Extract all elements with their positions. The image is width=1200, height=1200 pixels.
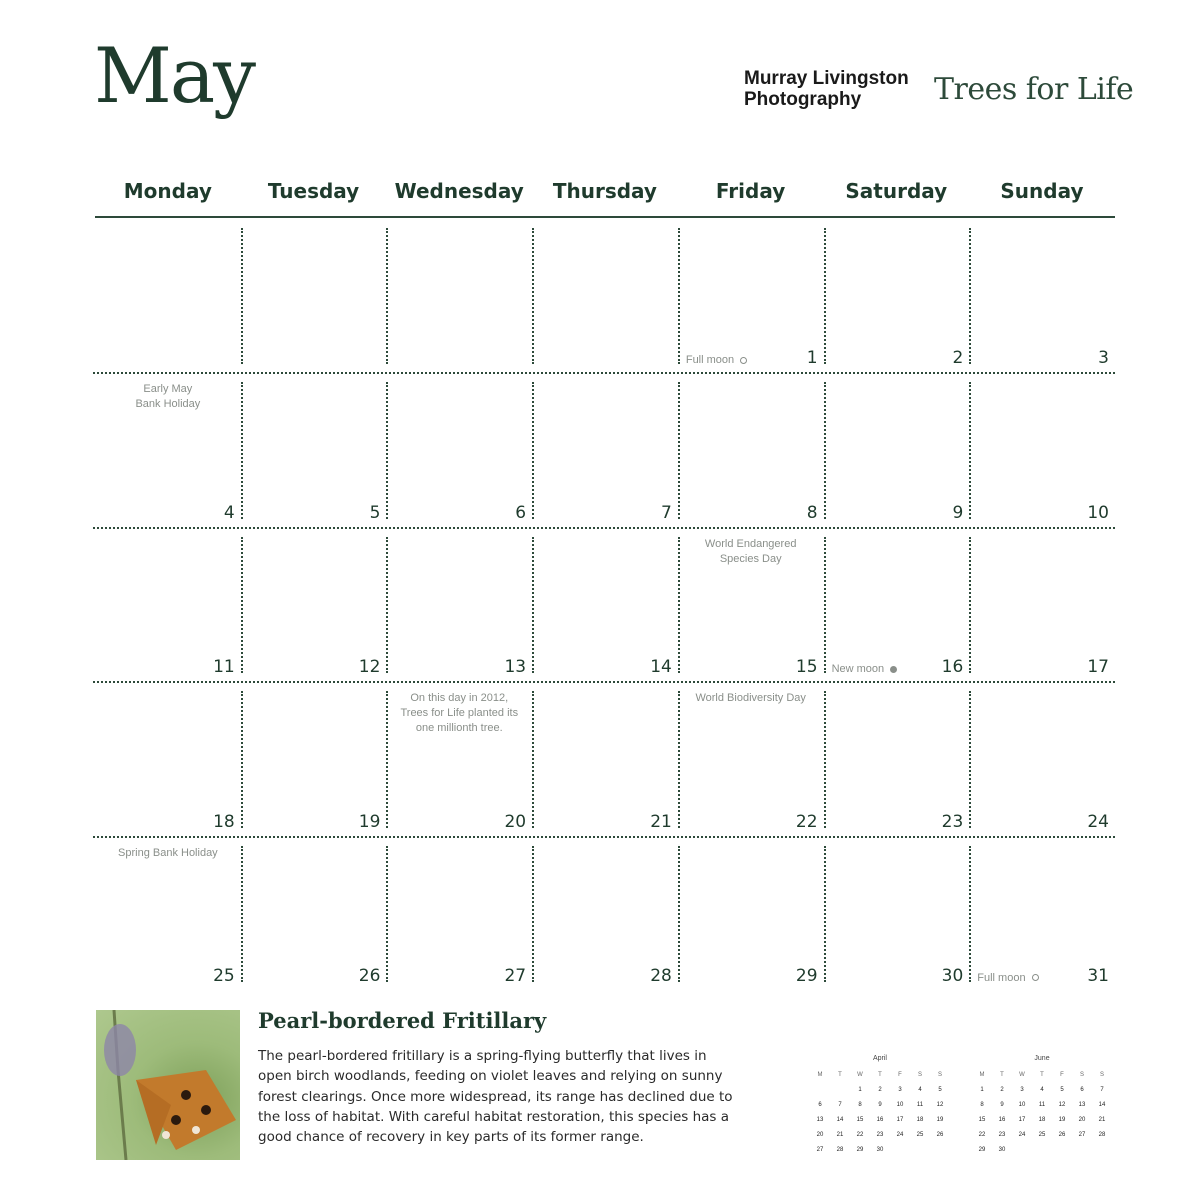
mini-day [1012, 1147, 1032, 1162]
mini-day: 1 [858, 1087, 862, 1093]
day-cell[interactable] [532, 681, 678, 835]
mini-day: 29 [978, 1147, 986, 1153]
day-number: 20 [504, 811, 527, 832]
day-number: 26 [358, 965, 381, 986]
moon-phase-label: Full moon [977, 971, 1026, 984]
butterfly-photo [96, 1010, 240, 1160]
moon-phase [977, 972, 1038, 984]
mini-day: 7 [838, 1102, 842, 1108]
mini-day: 1 [980, 1087, 984, 1093]
mini-day [1052, 1147, 1072, 1162]
day-cell[interactable] [678, 372, 824, 526]
day-cell[interactable] [824, 527, 970, 681]
mini-day [1072, 1147, 1092, 1162]
mini-weekday: F [898, 1072, 902, 1078]
day-cell[interactable] [678, 836, 824, 990]
event-label: World Biodiversity Day [695, 692, 806, 705]
day-number: 18 [213, 811, 235, 832]
mini-day: 17 [1018, 1117, 1026, 1123]
day-number: 31 [1087, 965, 1109, 986]
day-cell[interactable] [969, 372, 1115, 526]
day-number: 19 [358, 811, 381, 832]
mini-weekday: T [878, 1072, 882, 1078]
mini-day [1092, 1147, 1112, 1162]
day-cell[interactable] [241, 681, 387, 835]
mini-day: 26 [1058, 1132, 1066, 1138]
mini-calendar-week [810, 1102, 950, 1117]
weekday-header [95, 172, 1115, 218]
day-cell[interactable] [241, 836, 387, 990]
day-cell[interactable] [241, 527, 387, 681]
day-number: 17 [1087, 657, 1109, 678]
mini-weekday: T [1000, 1072, 1004, 1078]
day-number: 12 [358, 657, 381, 678]
mini-day: 18 [916, 1117, 924, 1123]
day-cell[interactable] [678, 681, 824, 835]
mini-weekday: T [838, 1072, 842, 1078]
mini-day: 16 [998, 1117, 1006, 1123]
day-number: 7 [661, 502, 672, 523]
day-cell[interactable] [95, 681, 241, 835]
event-label: World Endangered Species Day [704, 537, 797, 565]
mini-day: 25 [916, 1132, 924, 1138]
event-label: Spring Bank Holiday [118, 846, 218, 859]
mini-day: 23 [876, 1132, 884, 1138]
mini-day: 24 [1018, 1132, 1026, 1138]
day-number: 27 [504, 965, 527, 986]
mini-day: 3 [1020, 1087, 1024, 1093]
weekday-monday: Monday [123, 179, 212, 203]
mini-day [910, 1147, 930, 1162]
mini-day: 26 [936, 1132, 944, 1138]
mini-day [930, 1147, 950, 1162]
day-cell[interactable] [824, 218, 970, 372]
mini-weekday: F [1060, 1072, 1064, 1078]
mini-day [890, 1147, 910, 1162]
event-label: Early May Bank Holiday [135, 383, 201, 411]
mini-day: 11 [916, 1102, 924, 1108]
day-cell[interactable] [386, 836, 532, 990]
mini-day: 9 [878, 1102, 882, 1108]
mini-day: 23 [998, 1132, 1006, 1138]
mini-calendar-week [810, 1132, 950, 1147]
day-cell[interactable] [386, 372, 532, 526]
mini-weekday: T [1040, 1072, 1044, 1078]
mini-day: 25 [1038, 1132, 1046, 1138]
mini-calendar-week [810, 1117, 950, 1132]
day-number: 11 [213, 657, 235, 678]
day-number: 13 [504, 657, 527, 678]
day-number: 14 [650, 657, 672, 678]
mini-day: 10 [1018, 1102, 1026, 1108]
mini-day: 11 [1038, 1102, 1046, 1108]
mini-day: 4 [918, 1087, 922, 1093]
day-number: 23 [941, 811, 964, 832]
day-cell[interactable] [824, 836, 970, 990]
mini-day: 15 [978, 1117, 986, 1123]
day-cell[interactable] [241, 372, 387, 526]
weekday-tuesday: Tuesday [267, 179, 360, 203]
day-number: 16 [941, 657, 964, 678]
day-number: 21 [650, 811, 672, 832]
mini-day: 22 [856, 1132, 864, 1138]
mini-day: 28 [1098, 1132, 1106, 1138]
mini-day: 19 [936, 1117, 944, 1123]
mini-day: 12 [936, 1102, 944, 1108]
mini-calendar-title: June [1034, 1055, 1050, 1062]
day-number: 10 [1087, 502, 1109, 523]
mini-weekday: W [1019, 1072, 1025, 1078]
mini-day: 10 [896, 1102, 904, 1108]
day-cell[interactable] [824, 372, 970, 526]
mini-day: 8 [980, 1102, 984, 1108]
mini-weekday: M [979, 1072, 985, 1078]
weekday-saturday: Saturday [845, 179, 948, 203]
mini-calendar-week [972, 1087, 1112, 1102]
mini-day: 13 [816, 1117, 824, 1123]
mini-day: 14 [836, 1117, 844, 1123]
day-number: 2 [952, 348, 964, 369]
moon-phase [832, 663, 898, 675]
photo-credit: Murray Livingston Photography [744, 68, 909, 110]
day-number: 9 [952, 502, 964, 523]
day-number: 5 [369, 502, 381, 523]
weekday-wednesday: Wednesday [394, 179, 524, 203]
day-cell[interactable] [969, 527, 1115, 681]
mini-day: 30 [876, 1147, 884, 1153]
day-number: 28 [650, 965, 672, 986]
day-cell[interactable] [95, 372, 241, 526]
brand-logo: Trees for Life [934, 72, 1134, 107]
day-cell[interactable] [95, 836, 241, 990]
mini-calendar-weekdays [972, 1072, 1112, 1087]
mini-day: 21 [836, 1132, 844, 1138]
mini-day: 12 [1058, 1102, 1066, 1108]
mini-weekday: S [937, 1072, 942, 1078]
mini-calendar-week [972, 1117, 1112, 1132]
day-number: 24 [1087, 811, 1109, 832]
mini-day: 30 [998, 1147, 1006, 1153]
mini-day: 2 [1000, 1087, 1004, 1093]
day-cell[interactable] [532, 218, 678, 372]
day-cell[interactable] [386, 218, 532, 372]
day-number: 22 [795, 811, 818, 832]
day-number: 30 [941, 965, 964, 986]
mini-day: 19 [1058, 1117, 1066, 1123]
month-title: May [94, 31, 255, 120]
day-cell[interactable] [95, 218, 241, 372]
mini-day: 14 [1098, 1102, 1106, 1108]
day-cell[interactable] [969, 218, 1115, 372]
mini-calendar-week [972, 1147, 1112, 1162]
day-cell[interactable] [386, 681, 532, 835]
full-moon-icon [1032, 974, 1039, 981]
mini-day: 20 [1078, 1117, 1086, 1123]
day-cell[interactable] [969, 681, 1115, 835]
day-cell[interactable] [386, 527, 532, 681]
mini-day: 13 [1078, 1102, 1086, 1108]
mini-calendar-title: April [872, 1055, 887, 1062]
mini-day [810, 1087, 830, 1102]
full-moon-icon [740, 357, 747, 364]
mini-day: 18 [1038, 1117, 1046, 1123]
mini-day: 27 [1078, 1132, 1086, 1138]
mini-day [830, 1087, 850, 1102]
weekday-thursday: Thursday [552, 179, 657, 203]
mini-day: 29 [856, 1147, 864, 1153]
mini-day: 8 [858, 1102, 862, 1108]
mini-day: 27 [816, 1147, 824, 1153]
mini-day: 6 [818, 1102, 822, 1108]
mini-calendar-weekdays [810, 1072, 950, 1087]
event-label: On this day in 2012, Trees for Life planted its one millionth tree. [400, 692, 519, 735]
mini-day: 22 [978, 1132, 986, 1138]
weekday-friday: Friday [715, 179, 786, 203]
mini-day: 24 [896, 1132, 904, 1138]
mini-day: 3 [898, 1087, 902, 1093]
day-cell[interactable] [95, 527, 241, 681]
day-cell[interactable] [532, 372, 678, 526]
mini-day: 5 [938, 1087, 942, 1093]
day-number: 1 [806, 348, 818, 369]
day-number: 6 [515, 502, 527, 523]
mini-day [1032, 1147, 1052, 1162]
day-cell[interactable] [241, 218, 387, 372]
day-number: 3 [1098, 348, 1109, 369]
mini-day: 16 [876, 1117, 884, 1123]
day-cell[interactable] [969, 836, 1115, 990]
mini-day: 28 [836, 1147, 844, 1153]
day-cell[interactable] [678, 527, 824, 681]
mini-day: 5 [1060, 1087, 1064, 1093]
day-number: 15 [795, 657, 818, 678]
day-number: 29 [795, 965, 818, 986]
mini-weekday: S [1099, 1072, 1104, 1078]
mini-calendar-week [810, 1147, 950, 1162]
mini-day: 4 [1040, 1087, 1044, 1093]
moon-phase [686, 354, 747, 366]
new-moon-icon [890, 666, 897, 673]
day-cell[interactable] [824, 681, 970, 835]
feature-title: Pearl-bordered Fritillary [258, 1008, 547, 1033]
mini-weekday: M [817, 1072, 823, 1078]
feature-description: The pearl-bordered fritillary is a spring-flying butterfly that lives in open birch woodlands, feeding on violet leaves and relying on sunny forest clearings. Once more widespread, its range has declined due to the loss of habitat. With careful habitat restoration, this species has a good chance of recovery in key parts of its former range. [258, 1048, 733, 1146]
day-number: 25 [213, 965, 235, 986]
mini-calendar-week [810, 1087, 950, 1102]
mini-calendar-week [972, 1132, 1112, 1147]
day-cell[interactable] [678, 218, 824, 372]
mini-day: 15 [856, 1117, 864, 1123]
mini-day: 17 [896, 1117, 904, 1123]
moon-phase-label: New moon [831, 663, 885, 676]
mini-day: 9 [1000, 1102, 1004, 1108]
mini-calendar-june [972, 1055, 1112, 1162]
mini-day: 21 [1098, 1117, 1106, 1123]
moon-phase-label: Full moon [685, 354, 735, 367]
day-number: 4 [223, 502, 235, 523]
mini-calendar-week [972, 1102, 1112, 1117]
mini-weekday: S [1079, 1072, 1084, 1078]
day-cell[interactable] [532, 527, 678, 681]
mini-day: 7 [1100, 1087, 1104, 1093]
mini-calendar-april [810, 1055, 950, 1162]
mini-weekday: W [857, 1072, 863, 1078]
mini-day: 2 [878, 1087, 882, 1093]
mini-weekday: S [917, 1072, 922, 1078]
mini-day: 6 [1080, 1087, 1084, 1093]
weekday-sunday: Sunday [1000, 179, 1084, 203]
day-number: 8 [806, 502, 818, 523]
calendar-grid [95, 218, 1115, 990]
day-cell[interactable] [532, 836, 678, 990]
mini-day: 20 [816, 1132, 824, 1138]
